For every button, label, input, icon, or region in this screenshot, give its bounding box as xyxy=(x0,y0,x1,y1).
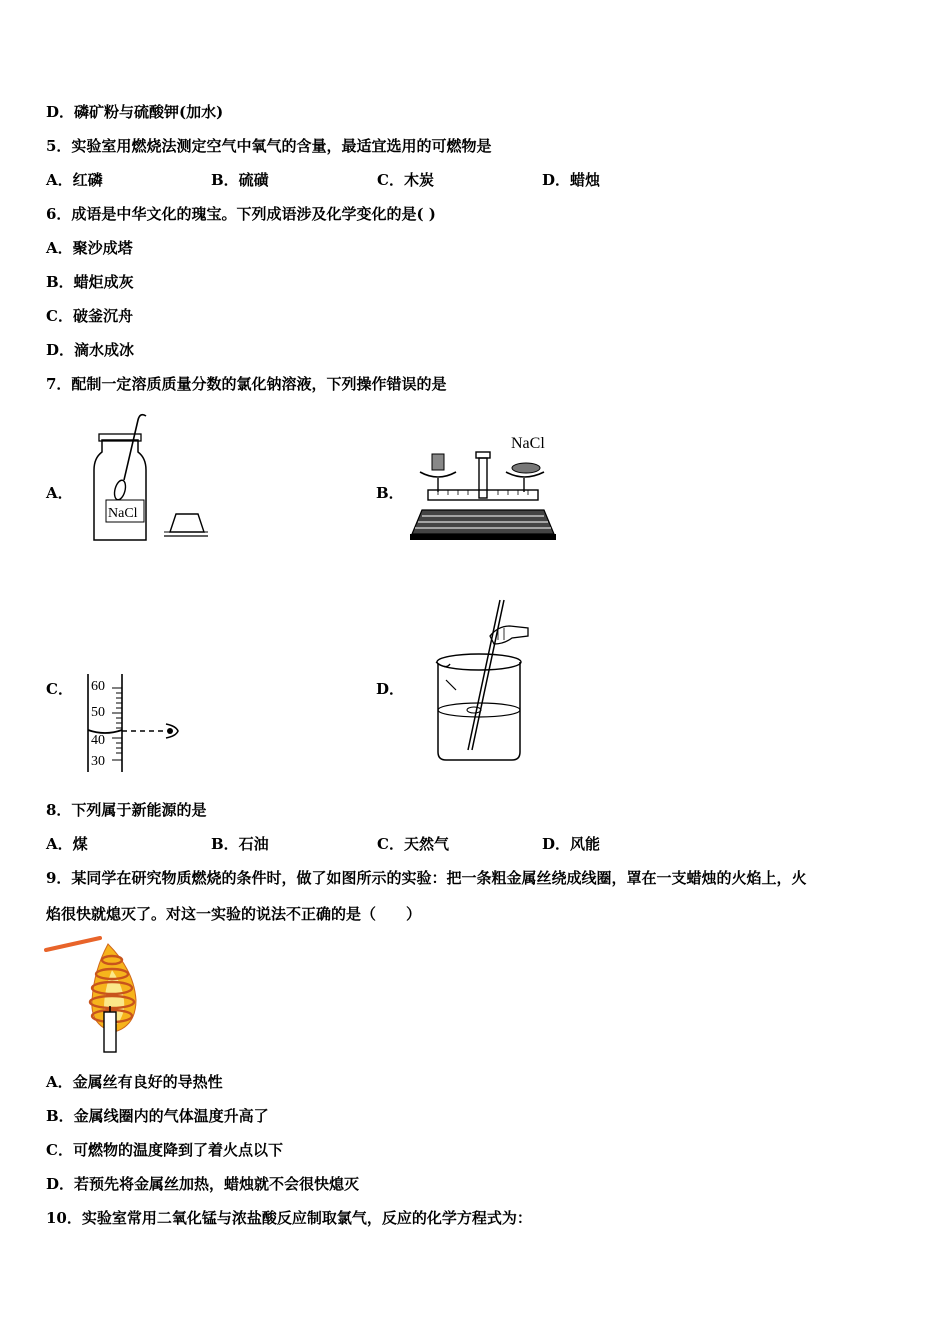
q7-tick-50: 50 xyxy=(91,705,105,720)
q9-figure-coil-candle xyxy=(44,934,144,1056)
q8-option-d: D．风能 xyxy=(542,835,601,853)
q10-stem: 10．实验室常用二氧化锰与浓盐酸反应制取氯气，反应的化学方程式为： xyxy=(46,1209,532,1227)
q7-figure-b-label: NaCl xyxy=(511,435,545,452)
q9-stem-line1: 9．某同学在研究物质燃烧的条件时，做了如图所示的实验：把一条粗金属丝绕成线圈，罩在一支蜡烛的火焰上，火 xyxy=(46,869,807,887)
q9-stem-line2: 焰很快就熄灭了。对这一实验的说法不正确的是（ ） xyxy=(46,905,422,923)
q7-figure-a-label: NaCl xyxy=(108,506,138,521)
q7-figure-b-balance xyxy=(408,430,558,545)
q7-tick-60: 60 xyxy=(91,679,105,694)
q8-option-c: C．天然气 xyxy=(377,835,449,853)
q7-label-d: D． xyxy=(376,680,405,698)
q6-option-d: D．滴水成冰 xyxy=(46,341,135,359)
q7-figure-d-beaker-stirring xyxy=(428,596,538,766)
q7-tick-40: 40 xyxy=(91,733,105,748)
q8-option-b: B．石油 xyxy=(211,835,269,853)
q7-figure-c-graduated-cylinder xyxy=(80,670,185,776)
q8-stem: 8．下列属于新能源的是 xyxy=(46,801,207,819)
q5-option-c: C．木炭 xyxy=(377,171,434,189)
q5-option-d: D．蜡烛 xyxy=(542,171,601,189)
q6-option-c: C．破釜沉舟 xyxy=(46,307,133,325)
q7-tick-30: 30 xyxy=(91,754,105,769)
q7-label-b: B． xyxy=(376,484,404,502)
q7-label-a: A． xyxy=(46,484,73,502)
q6-option-b: B．蜡炬成灰 xyxy=(46,273,134,291)
q5-option-a: A．红磷 xyxy=(46,171,103,189)
q7-label-c: C． xyxy=(46,680,73,698)
q6-option-a: A．聚沙成塔 xyxy=(46,239,133,257)
q8-option-a: A．煤 xyxy=(46,835,88,853)
q9-option-b: B．金属线圈内的气体温度升高了 xyxy=(46,1107,269,1125)
q5-option-b: B．硫磺 xyxy=(211,171,269,189)
q9-option-d: D．若预先将金属丝加热，蜡烛就不会很快熄灭 xyxy=(46,1175,360,1193)
q9-option-a: A．金属丝有良好的导热性 xyxy=(46,1073,223,1091)
q9-option-c: C．可燃物的温度降到了着火点以下 xyxy=(46,1141,283,1159)
prev-option-d: D．磷矿粉与硫酸钾(加水) xyxy=(46,103,224,121)
q7-figure-a-reagent-bottle xyxy=(80,410,210,545)
q7-stem: 7．配制一定溶质质量分数的氯化钠溶液，下列操作错误的是 xyxy=(46,375,447,393)
q5-stem: 5．实验室用燃烧法测定空气中氧气的含量，最适宜选用的可燃物是 xyxy=(46,137,492,155)
q6-stem: 6．成语是中华文化的瑰宝。下列成语涉及化学变化的是( ) xyxy=(46,205,436,223)
